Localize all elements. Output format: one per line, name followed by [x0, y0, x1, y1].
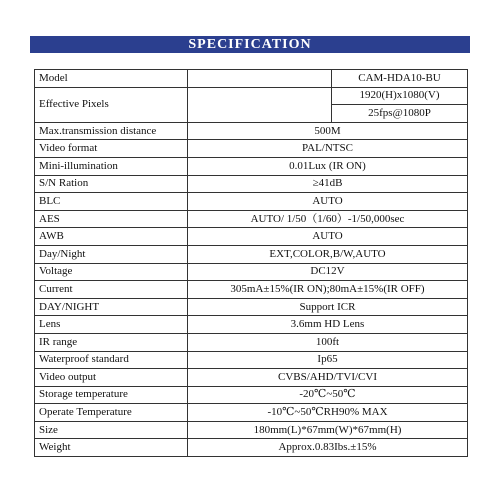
table-row: [35, 421, 468, 439]
pixels-label: Effective Pixels: [35, 87, 188, 122]
spec-table: [34, 69, 468, 457]
table-row: [35, 228, 468, 246]
spec-label: Operate Temperature: [35, 404, 188, 422]
spec-label: DAY/NIGHT: [35, 298, 188, 316]
spec-value: AUTO: [188, 228, 468, 246]
table-row: [35, 298, 468, 316]
fps-value: 25fps@1080P: [332, 105, 468, 123]
table-row: [35, 281, 468, 299]
table-row: [35, 369, 468, 387]
pixels-blank-cell: [188, 87, 332, 122]
spec-label: AES: [35, 210, 188, 228]
spec-value: Approx.0.83Ibs.±15%: [188, 439, 468, 457]
banner-title: SPECIFICATION: [188, 37, 312, 52]
spec-label: Day/Night: [35, 245, 188, 263]
spec-label: Voltage: [35, 263, 188, 281]
table-row: [35, 70, 468, 88]
table-row: [35, 175, 468, 193]
table-row: [35, 316, 468, 334]
table-row: [35, 122, 468, 140]
table-row: [35, 87, 468, 105]
model-blank-cell: [188, 70, 332, 88]
spec-label: Lens: [35, 316, 188, 334]
spec-value: -20℃~50℃: [188, 386, 468, 404]
spec-label: IR range: [35, 333, 188, 351]
spec-value: CVBS/AHD/TVI/CVI: [188, 369, 468, 387]
pixels-value: 1920(H)x1080(V): [332, 87, 468, 105]
spec-value: Ip65: [188, 351, 468, 369]
spec-label: Current: [35, 281, 188, 299]
spec-value: 100ft: [188, 333, 468, 351]
spec-value: 3.6mm HD Lens: [188, 316, 468, 334]
table-row: [35, 210, 468, 228]
spec-value: PAL/NTSC: [188, 140, 468, 158]
model-label: Model: [35, 70, 188, 88]
spec-label: Max.transmission distance: [35, 122, 188, 140]
spec-label: S/N Ration: [35, 175, 188, 193]
spec-label: Storage temperature: [35, 386, 188, 404]
table-row: [35, 404, 468, 422]
table-row: [35, 245, 468, 263]
spec-label: Video output: [35, 369, 188, 387]
spec-value: 305mA±15%(IR ON);80mA±15%(IR OFF): [188, 281, 468, 299]
spec-value: EXT,COLOR,B/W,AUTO: [188, 245, 468, 263]
spec-value: DC12V: [188, 263, 468, 281]
spec-label: AWB: [35, 228, 188, 246]
spec-label: Video format: [35, 140, 188, 158]
table-row: [35, 386, 468, 404]
spec-label: Waterproof standard: [35, 351, 188, 369]
model-value: CAM-HDA10-BU: [332, 70, 468, 88]
spec-value: -10℃~50℃RH90% MAX: [188, 404, 468, 422]
spec-value: AUTO: [188, 193, 468, 211]
spec-value: 500M: [188, 122, 468, 140]
table-row: [35, 140, 468, 158]
table-row: [35, 351, 468, 369]
table-row: [35, 333, 468, 351]
spec-label: Mini-illumination: [35, 157, 188, 175]
table-row: [35, 193, 468, 211]
table-row: [35, 263, 468, 281]
spec-label: Size: [35, 421, 188, 439]
spec-value: AUTO/ 1/50（1/60）-1/50,000sec: [188, 210, 468, 228]
table-row: [35, 439, 468, 457]
specification-banner: [30, 36, 470, 53]
spec-value: 0.01Lux (IR ON): [188, 157, 468, 175]
spec-label: BLC: [35, 193, 188, 211]
spec-value: ≥41dB: [188, 175, 468, 193]
spec-value: Support ICR: [188, 298, 468, 316]
spec-label: Weight: [35, 439, 188, 457]
table-row: [35, 157, 468, 175]
spec-value: 180mm(L)*67mm(W)*67mm(H): [188, 421, 468, 439]
